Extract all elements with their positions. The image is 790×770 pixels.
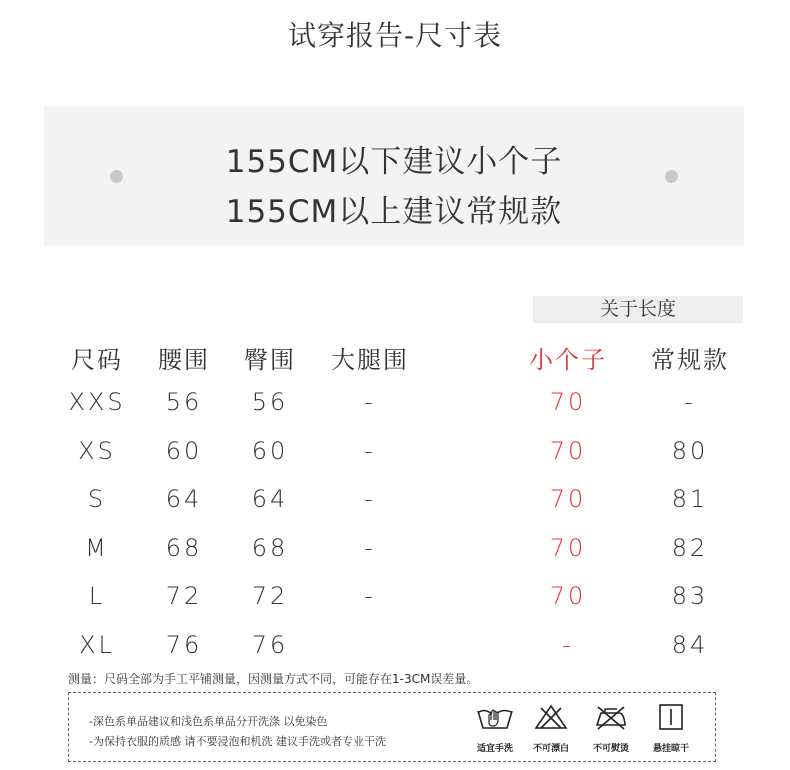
measurement-note: 测量：尺码全部为手工平铺测量，因测量方式不同，可能存在1-3CM误差量。 xyxy=(68,672,479,686)
care-label-no-iron: 不可熨烫 xyxy=(592,744,629,754)
page-title: 试穿报告-尺寸表 xyxy=(287,19,503,52)
cell-waist: 60 xyxy=(165,436,203,465)
cell-petite-length: - xyxy=(562,630,574,659)
cell-hip: 68 xyxy=(251,533,289,562)
cell-waist: 68 xyxy=(165,533,203,562)
cell-waist: 72 xyxy=(165,582,203,610)
header-thigh: 大腿围 xyxy=(331,346,409,374)
cell-hip: 76 xyxy=(251,630,289,659)
length-group-header: 关于长度 xyxy=(533,296,743,323)
banner-line-petite: 155CM以下建议小个子 xyxy=(225,144,563,180)
cell-thigh: - xyxy=(364,388,376,416)
hang-dry-icon xyxy=(651,703,691,731)
cell-size: XS xyxy=(78,436,116,465)
header-petite-length: 小个子 xyxy=(529,346,607,374)
cell-size: M xyxy=(85,533,109,562)
cell-regular-length: 80 xyxy=(671,436,709,465)
cell-size: S xyxy=(87,485,107,513)
care-label-no-bleach: 不可漂白 xyxy=(532,744,569,754)
no-iron-icon xyxy=(591,703,631,731)
care-line-1: -深色系单品建议和浅色系单品分开洗涤 以免染色 xyxy=(89,715,328,728)
no-bleach-icon xyxy=(531,703,571,731)
cell-hip: 72 xyxy=(251,582,289,610)
cell-thigh: - xyxy=(364,582,376,610)
cell-regular-length: 84 xyxy=(671,630,709,659)
cell-hip: 60 xyxy=(251,436,289,465)
cell-thigh: - xyxy=(364,485,376,513)
cell-waist: 64 xyxy=(165,485,203,513)
header-regular-length: 常规款 xyxy=(651,346,729,374)
cell-hip: 64 xyxy=(251,485,289,513)
cell-petite-length: 70 xyxy=(549,436,587,465)
hand-wash-icon xyxy=(475,703,515,731)
care-label-hand-wash: 适宜手洗 xyxy=(476,744,513,754)
care-label-hang-dry: 悬挂晾干 xyxy=(652,744,689,754)
banner-line-regular: 155CM以上建议常规款 xyxy=(225,194,563,230)
cell-regular-length: 83 xyxy=(671,582,709,610)
cell-thigh: - xyxy=(364,533,376,562)
cell-waist: 76 xyxy=(165,630,203,659)
height-recommendation-banner xyxy=(44,106,744,246)
cell-petite-length: 70 xyxy=(549,582,587,610)
care-line-2: -为保持衣服的质感 请不要浸泡和机洗 建议手洗或者专业干洗 xyxy=(89,735,386,748)
cell-waist: 56 xyxy=(165,388,203,416)
cell-regular-length: - xyxy=(684,388,696,416)
header-hip: 臀围 xyxy=(244,346,296,374)
care-instructions-box xyxy=(68,692,716,762)
header-waist: 腰围 xyxy=(158,346,210,374)
cell-size: XXS xyxy=(68,388,126,416)
cell-regular-length: 82 xyxy=(671,533,709,562)
cell-petite-length: 70 xyxy=(549,388,587,416)
cell-size: L xyxy=(88,582,106,610)
cell-petite-length: 70 xyxy=(549,533,587,562)
cell-regular-length: 81 xyxy=(671,485,709,513)
cell-petite-length: 70 xyxy=(549,485,587,513)
cell-hip: 56 xyxy=(251,388,289,416)
cell-size: XL xyxy=(79,630,115,659)
cell-thigh: - xyxy=(364,436,376,465)
header-size: 尺码 xyxy=(71,346,123,374)
